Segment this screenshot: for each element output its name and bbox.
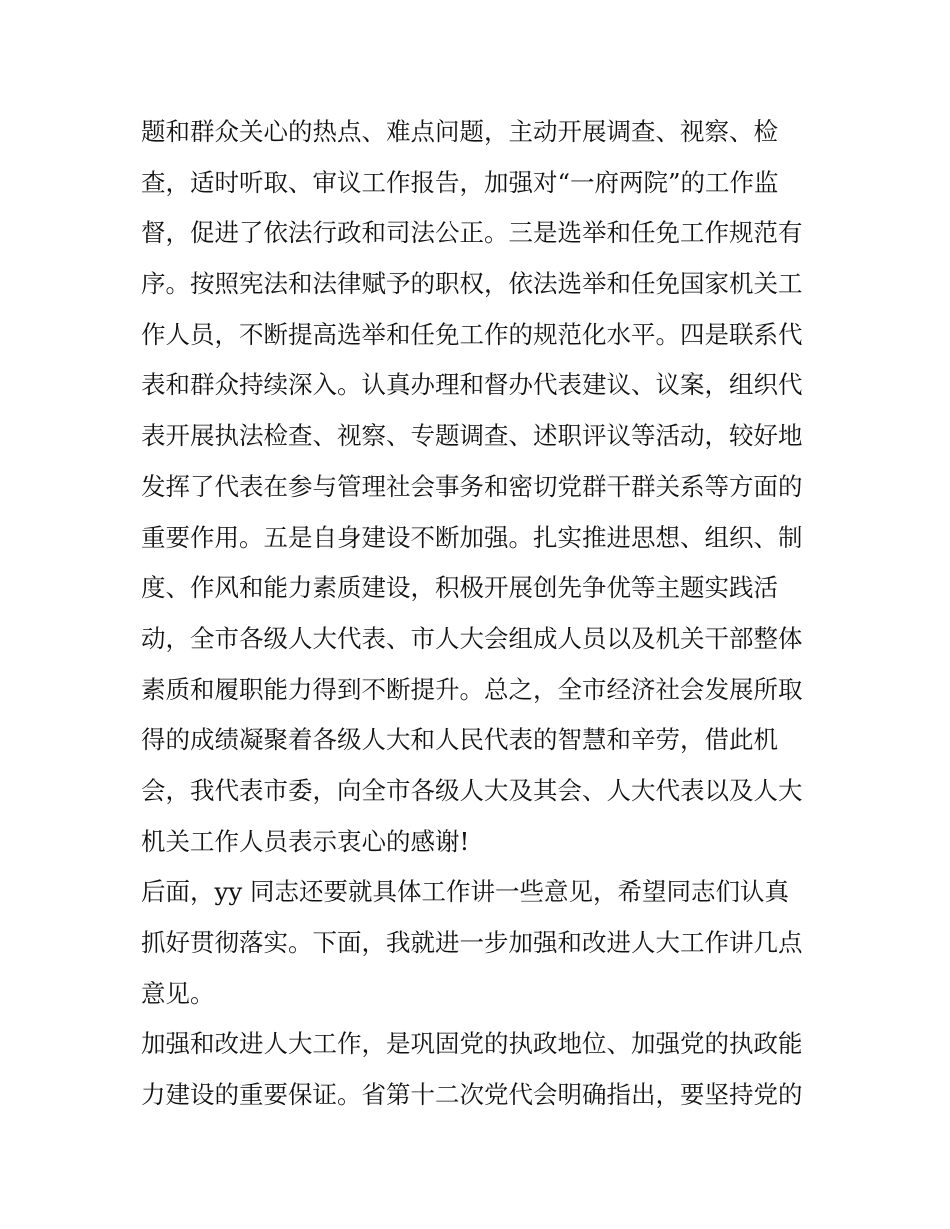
text-line-4: 序。按照宪法和法律赋予的职权，依法选举和任免国家机关工 xyxy=(141,269,803,299)
text-line-3: 督，促进了依法行政和司法公正。三是选举和任免工作规范有 xyxy=(141,218,803,248)
text-line-2: 查，适时听取、审议工作报告，加强对“一府两院”的工作监 xyxy=(141,167,779,197)
text-line-13: 得的成绩凝聚着各级人大和人民代表的智慧和辛劳，借此机 xyxy=(141,725,778,755)
text-line-9: 重要作用。五是自身建设不断加强。扎实推进思想、组织、制 xyxy=(141,522,803,552)
text-line-19: 加强和改进人大工作，是巩固党的执政地位、加强党的执政能 xyxy=(141,1029,803,1059)
document-body-text xyxy=(141,107,813,1121)
text-line-10: 度、作风和能力素质建设，积极开展创先争优等主题实践活 xyxy=(141,573,778,603)
text-line-15: 机关工作人员表示衷心的感谢! xyxy=(141,826,470,856)
text-line-8: 发挥了代表在参与管理社会事务和密切党群干群关系等方面的 xyxy=(141,471,803,501)
text-line-11: 动，全市各级人大代表、市人大会组成人员以及机关干部整体 xyxy=(141,623,803,653)
text-line-7: 表开展执法检查、视察、专题调查、述职评议等活动，较好地 xyxy=(141,421,803,451)
text-line-17: 抓好贯彻落实。下面，我就进一步加强和改进人大工作讲几点 xyxy=(141,928,803,957)
text-line-14: 会，我代表市委，向全市各级人大及其会、人大代表以及人大 xyxy=(141,775,803,805)
text-line-12: 素质和履职能力得到不断提升。总之，全市经济社会发展所取 xyxy=(141,674,803,704)
text-line-16: 后面，yy 同志还要就具体工作讲一些意见，希望同志们认真 xyxy=(141,877,789,907)
text-line-5: 作人员，不断提高选举和任免工作的规范化水平。四是联系代 xyxy=(141,319,803,349)
text-line-20: 力建设的重要保证。省第十二次党代会明确指出，要坚持党的 xyxy=(141,1080,803,1110)
text-line-1: 题和群众关心的热点、难点问题，主动开展调查、视察、检 xyxy=(141,117,778,146)
text-line-18: 意见。 xyxy=(141,978,215,1008)
text-line-6: 表和群众持续深入。认真办理和督办代表建议、议案，组织代 xyxy=(141,370,803,400)
